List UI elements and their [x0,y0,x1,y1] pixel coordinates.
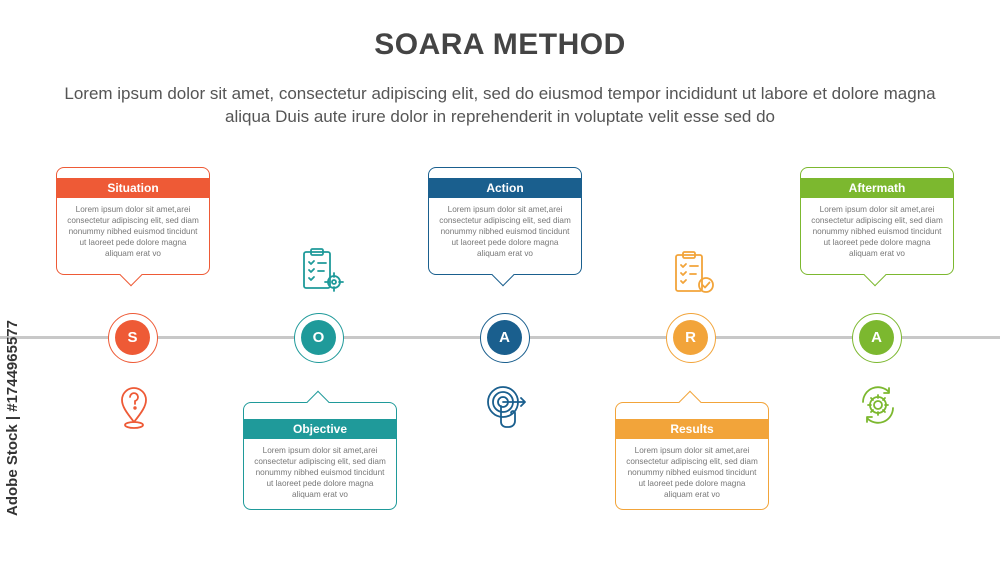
step-label-aftermath: Aftermath [801,178,953,198]
step-node-a2 [852,313,902,363]
step-text-action: Lorem ipsum dolor sit amet,arei consectetur adipiscing elit, sed diam nonummy nibhed euismod tincidunt ut laoreet pede dolore magna aliquam erat vo [439,205,571,258]
step-node-s [108,313,158,363]
box-pointer [120,264,143,287]
box-pointer [492,264,515,287]
page-subtitle: Lorem ipsum dolor sit amet, consectetur adipiscing elit, sed do eiusmod tempor incididunt ut labore et dolore magna aliqua Duis aute irure dolor in reprehenderit in voluptate velit esse sed do [64,84,936,126]
step-node-o [294,313,344,363]
step-node-a1 [480,313,530,363]
step-text-situation: Lorem ipsum dolor sit amet,arei consectetur adipiscing elit, sed diam nonummy nibhed euismod tincidunt ut laoreet pede dolore magna aliquam erat vo [67,205,199,258]
target-tap-icon [481,382,531,432]
step-box-objective [243,402,397,510]
clipboard-check-icon [668,248,718,298]
step-letter-a2: A [859,320,894,355]
watermark-text: Adobe Stock | #1744965577 [4,320,21,516]
step-node-r [666,313,716,363]
step-box-results [615,402,769,510]
box-pointer [679,391,702,414]
step-label-objective: Objective [244,419,396,439]
step-text-results: Lorem ipsum dolor sit amet,arei consectetur adipiscing elit, sed diam nonummy nibhed euismod tincidunt ut laoreet pede dolore magna aliquam erat vo [626,446,758,499]
page-title: SOARA METHOD [374,28,626,61]
step-text-aftermath: Lorem ipsum dolor sit amet,arei consectetur adipiscing elit, sed diam nonummy nibhed euismod tincidunt ut laoreet pede dolore magna aliquam erat vo [811,205,943,258]
step-text-objective: Lorem ipsum dolor sit amet,arei consectetur adipiscing elit, sed diam nonummy nibhed euismod tincidunt ut laoreet pede dolore magna aliquam erat vo [254,446,386,499]
step-label-action: Action [429,178,581,198]
step-box-situation [56,167,210,275]
step-letter-a1: A [487,320,522,355]
step-letter-r: R [673,320,708,355]
step-letter-s: S [115,320,150,355]
step-label-results: Results [616,419,768,439]
step-letter-o: O [301,320,336,355]
box-pointer [864,264,887,287]
step-label-situation: Situation [57,178,209,198]
step-box-action [428,167,582,275]
stock-watermark [4,320,28,550]
box-pointer [307,391,330,414]
step-box-aftermath [800,167,954,275]
map-pin-question-icon [109,382,159,432]
clipboard-target-icon [296,245,346,295]
gear-cycle-icon [853,380,903,430]
